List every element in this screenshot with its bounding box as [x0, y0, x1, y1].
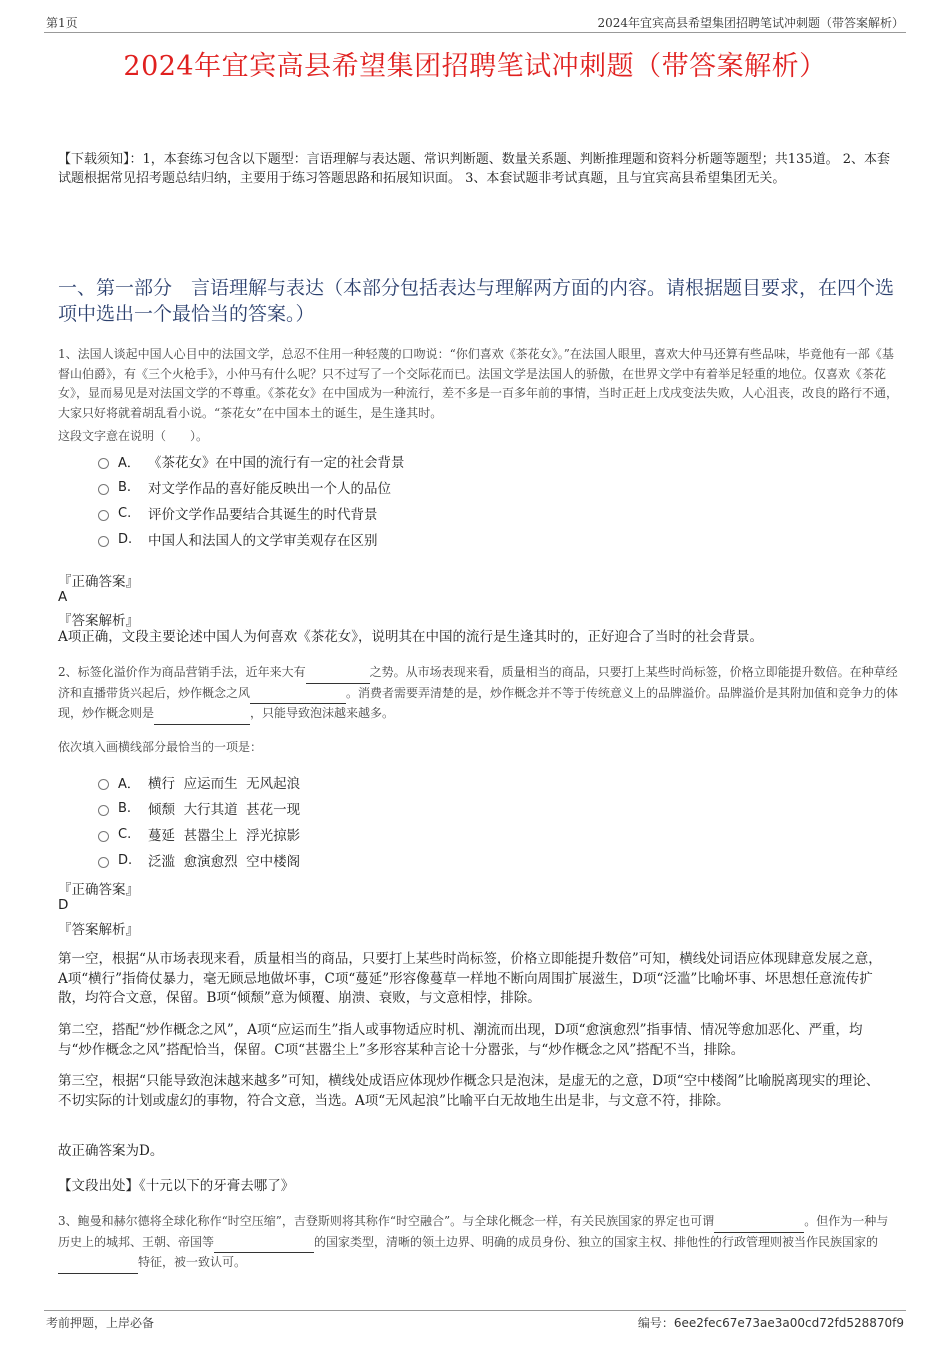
question-2-answer-label: 『正确答案』: [58, 882, 139, 898]
blank-1[interactable]: [714, 1212, 804, 1233]
running-header-title: 2024年宜宾高县希望集团招聘笔试冲刺题（带答案解析）: [597, 16, 904, 30]
question-2-option-c[interactable]: C. 蔓延 甚嚣尘上 浮光掠影: [98, 824, 300, 844]
question-2-answer: D: [58, 897, 69, 913]
question-2-analysis-p3: 第三空，根据“只能导致泡沫越来越多”可知，横线处成语应体现炒作概念只是泡沫，是虚无的之意，D项“空中楼阁”比喻脱离现实的理论、不切实际的计划或虚幻的事物，符合文意，当选。A项“无风起浪”比喻平白无故地生出是非，与文意不符，排除。: [58, 1073, 880, 1109]
radio-icon[interactable]: [98, 857, 109, 868]
question-2-stem: 2、标签化溢价作为商品营销手法，近年来大有 之势。从市场表现来看，质量相当的商品，只要打上某些时尚标签，价格立即能提升数倍。在种草经济和直播带货兴起后，炒作概念之风 。消费者需要弄清楚的是，炒作概念并不等于传统意义上的品牌溢价。品牌溢价是其附加值和竞争力的体现，炒作概念则是 ，只能导致泡沫越来越多。: [58, 663, 900, 725]
question-2-option-b[interactable]: B. 倾颓 大行其道 甚花一现: [98, 798, 300, 818]
question-1-analysis: A项正确，文段主要论述中国人为何喜欢《茶花女》，说明其在中国的流行是生逢其时的，正好迎合了当时的社会背景。: [58, 629, 763, 645]
question-2-ask: 依次填入画横线部分最恰当的一项是：: [58, 740, 263, 754]
question-1-analysis-label: 『答案解析』: [58, 613, 139, 629]
section-heading: 一、第一部分 言语理解与表达（本部分包括表达与理解两方面的内容。请根据题目要求，在四个选项中选出一个最恰当的答案。）: [58, 277, 895, 325]
question-2-source: 【文段出处】《十元以下的牙膏去哪了》: [58, 1178, 295, 1194]
blank-2[interactable]: [250, 684, 346, 705]
question-2-analysis-label: 『答案解析』: [58, 922, 139, 938]
question-1-option-d[interactable]: D. 中国人和法国人的文学审美观存在区别: [98, 529, 378, 549]
question-1-option-b[interactable]: B. 对文学作品的喜好能反映出一个人的品位: [98, 477, 391, 497]
radio-icon[interactable]: [98, 805, 109, 816]
question-1-option-a[interactable]: A． 《茶花女》在中国的流行有一定的社会背景: [98, 451, 405, 471]
document-title: 2024年宜宾高县希望集团招聘笔试冲刺题（带答案解析）: [123, 51, 827, 82]
footer-slogan: 考前押题，上岸必备: [46, 1316, 155, 1330]
blank-1[interactable]: [306, 663, 370, 684]
footer-divider: [44, 1310, 906, 1311]
question-1-stem: 1、法国人谈起中国人心目中的法国文学，总忍不住用一种轻蔑的口吻说：“你们喜欢《茶花女》。”在法国人眼里，喜欢大仲马还算有些品味，毕竟他有一部《基督山伯爵》，有《三个火枪手》，小仲马有什么呢？只不过写了一个交际花而已。法国文学是法国人的骄傲，在世界文学中有着举足轻重的地位。仅喜欢《茶花女》，显而易见是对法国文学的不尊重。《茶花女》在中国成为一种流行，差不多是一百多年前的事情，当时正赶上戊戌变法失败，人心沮丧，改良的路行不通，大家只好将就着胡乱看小说。“茶花女”在中国本土的诞生，是生逢其时。: [58, 347, 899, 420]
radio-icon[interactable]: [98, 779, 109, 790]
blank-3[interactable]: [58, 1253, 138, 1274]
question-1-option-c[interactable]: C. 评价文学作品要结合其诞生的时代背景: [98, 503, 378, 523]
question-1-ask: 这段文字意在说明（ ）。: [58, 429, 209, 443]
header-divider: [44, 32, 906, 33]
radio-icon[interactable]: [98, 510, 109, 521]
question-1-answer-label: 『正确答案』: [58, 574, 139, 590]
question-3-stem: 3、鲍曼和赫尔德将全球化称作“时空压缩”，吉登斯则将其称作“时空融合”。与全球化概念一样，有关民族国家的界定也可谓 。但作为一种与历史上的城邦、王朝、帝国等 的国家类型，清晰的领土边界、明确的成员身份、独立的国家主权、排他性的行政管理则被当作民族国家的 特征，被一致认可。: [58, 1212, 900, 1274]
question-2-analysis-p1: 第一空，根据“从市场表现来看，质量相当的商品，只要打上某些时尚标签，价格立即能提升数倍”可知，横线处词语应体现肆意发展之意，A项“横行”指倚仗暴力，毫无顾忌地做坏事，C项“蔓延”形容像蔓草一样地不断向周围扩展滋生，D项“泛滥”比喻坏事、坏思想任意流传扩散，均符合文意，保留。B项“倾颓”意为倾覆、崩溃、衰败，与文意相悖，排除。: [58, 951, 882, 1006]
page-number: 第1页: [46, 16, 78, 30]
footer-code: 编号：6ee2fec67e73ae3a00cd72fd528870f9: [637, 1316, 904, 1330]
blank-3[interactable]: [154, 704, 250, 725]
radio-icon[interactable]: [98, 458, 109, 469]
question-2-option-a[interactable]: A． 横行 应运而生 无风起浪: [98, 772, 300, 792]
question-2-conclusion: 故正确答案为D。: [58, 1143, 164, 1159]
question-1-answer: A: [58, 589, 68, 605]
radio-icon[interactable]: [98, 831, 109, 842]
radio-icon[interactable]: [98, 484, 109, 495]
question-2-option-d[interactable]: D. 泛滥 愈演愈烈 空中楼阁: [98, 850, 300, 870]
download-notice: 【下载须知】：1，本套练习包含以下题型：言语理解与表达题、常识判断题、数量关系题、判断推理题和资料分析题等题型；共135道。 2、本套试题根据常见招考题总结归纳，主要用于练习答题思路和拓展知识面。 3、本套试题非考试真题，且与宜宾高县希望集团无关。: [58, 152, 890, 186]
radio-icon[interactable]: [98, 536, 109, 547]
question-2-analysis-p2: 第二空，搭配“炒作概念之风”，A项“应运而生”指人或事物适应时机、潮流而出现，D项“愈演愈烈”指事情、情况等愈加恶化、严重，均与“炒作概念之风”搭配恰当，保留。C项“甚嚣尘上”多形容某种言论十分嚣张，与“炒作概念之风”搭配不当，排除。: [58, 1022, 863, 1058]
blank-2[interactable]: [214, 1233, 314, 1254]
